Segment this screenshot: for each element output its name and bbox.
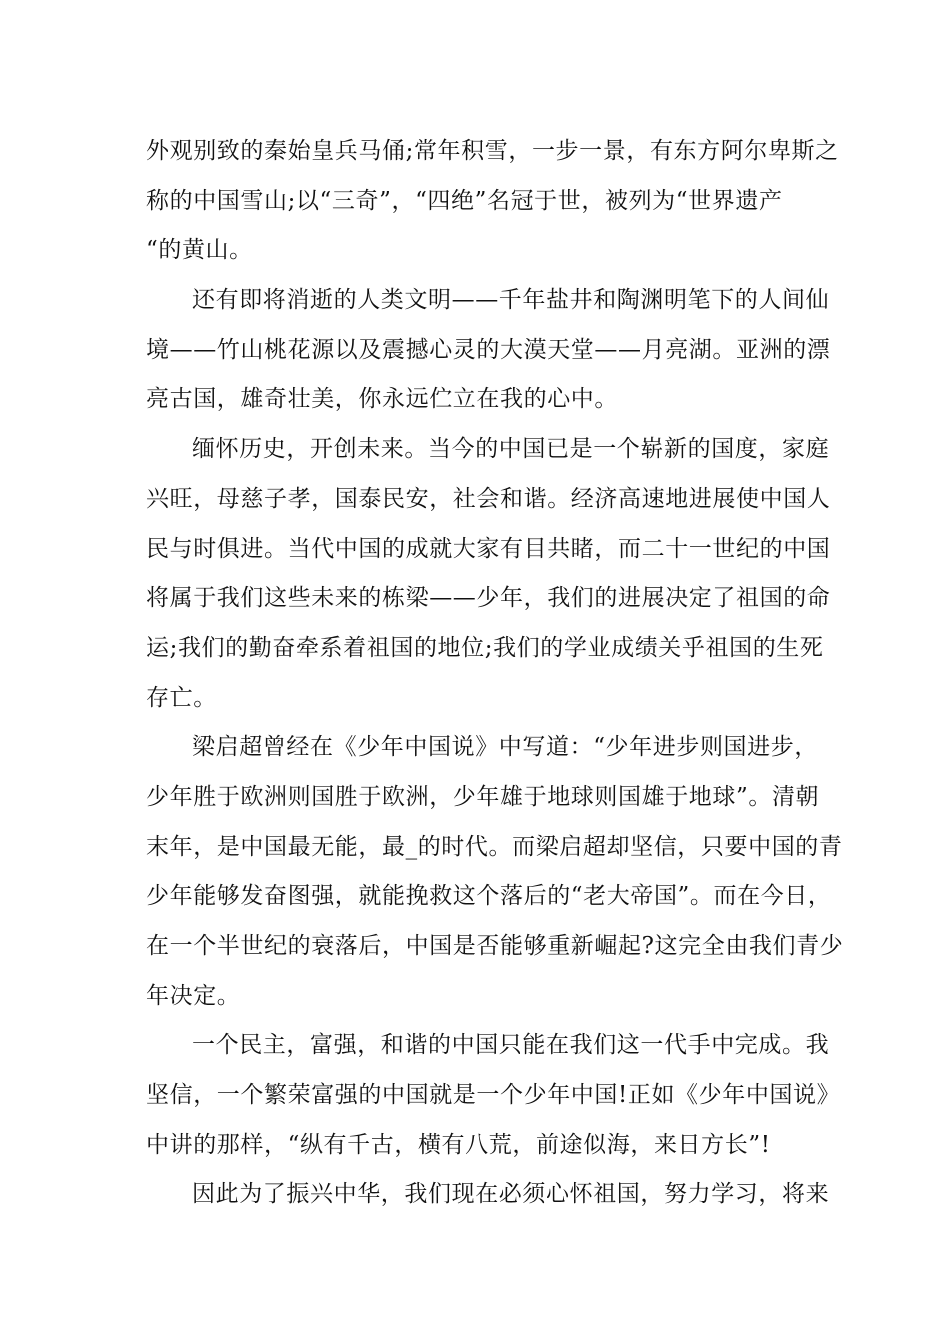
text-line: 年决定。 bbox=[146, 982, 241, 1009]
text-line: 存亡。 bbox=[146, 684, 217, 711]
text-line: “的黄山。 bbox=[146, 237, 253, 264]
paragraph-start-line: 一个民主，富强，和谐的中国只能在我们这一代手中完成。我 bbox=[192, 1032, 830, 1059]
text-line: 中讲的那样，“纵有千古，横有八荒，前途似海，来日方长”! bbox=[146, 1131, 771, 1158]
text-line: 亮古国，雄奇壮美，你永远伫立在我的心中。 bbox=[146, 386, 618, 413]
text-line: 末年，是中国最无能，最_的时代。而梁启超却坚信，只要中国的青 bbox=[146, 833, 843, 860]
paragraph-start-line: 还有即将消逝的人类文明——千年盐井和陶渊明笔下的人间仙 bbox=[192, 287, 830, 314]
document-body bbox=[146, 127, 844, 1220]
paragraph-start-line: 缅怀历史，开创未来。当今的中国已是一个崭新的国度，家庭 bbox=[192, 436, 830, 463]
text-line: 少年胜于欧洲则国胜于欧洲，少年雄于地球则国雄于地球”。清朝 bbox=[146, 783, 820, 810]
text-line: 少年能够发奋图强，就能挽救这个落后的“老大帝国”。而在今日， bbox=[146, 883, 832, 910]
text-line: 坚信，一个繁荣富强的中国就是一个少年中国!正如《少年中国说》 bbox=[146, 1082, 841, 1109]
text-line: 将属于我们这些未来的栋梁——少年，我们的进展决定了祖国的命 bbox=[146, 585, 831, 612]
text-line: 外观别致的秦始皇兵马俑;常年积雪，一步一景，有东方阿尔卑斯之 bbox=[146, 138, 839, 164]
paragraph-start-line: 因此为了振兴中华，我们现在必须心怀祖国，努力学习，将来 bbox=[192, 1181, 830, 1208]
paragraph-start-line: 梁启超曾经在《少年中国说》中写道：“少年进步则国进步， bbox=[192, 734, 818, 761]
text-line: 民与时俱进。当代中国的成就大家有目共睹，而二十一世纪的中国 bbox=[146, 535, 831, 562]
text-line: 运;我们的勤奋牵系着祖国的地位;我们的学业成绩关乎祖国的生死 bbox=[146, 634, 824, 661]
text-line: 在一个半世纪的衰落后，中国是否能够重新崛起?这完全由我们青少 bbox=[146, 933, 844, 959]
text-line: 兴旺，母慈子孝，国泰民安，社会和谐。经济高速地进展使中国人 bbox=[146, 485, 831, 512]
text-line: 称的中国雪山;以“三奇”，“四绝”名冠于世，被列为“世界遗产 bbox=[146, 187, 783, 214]
text-line: 境——竹山桃花源以及震撼心灵的大漠天堂——月亮湖。亚洲的漂 bbox=[146, 336, 831, 363]
